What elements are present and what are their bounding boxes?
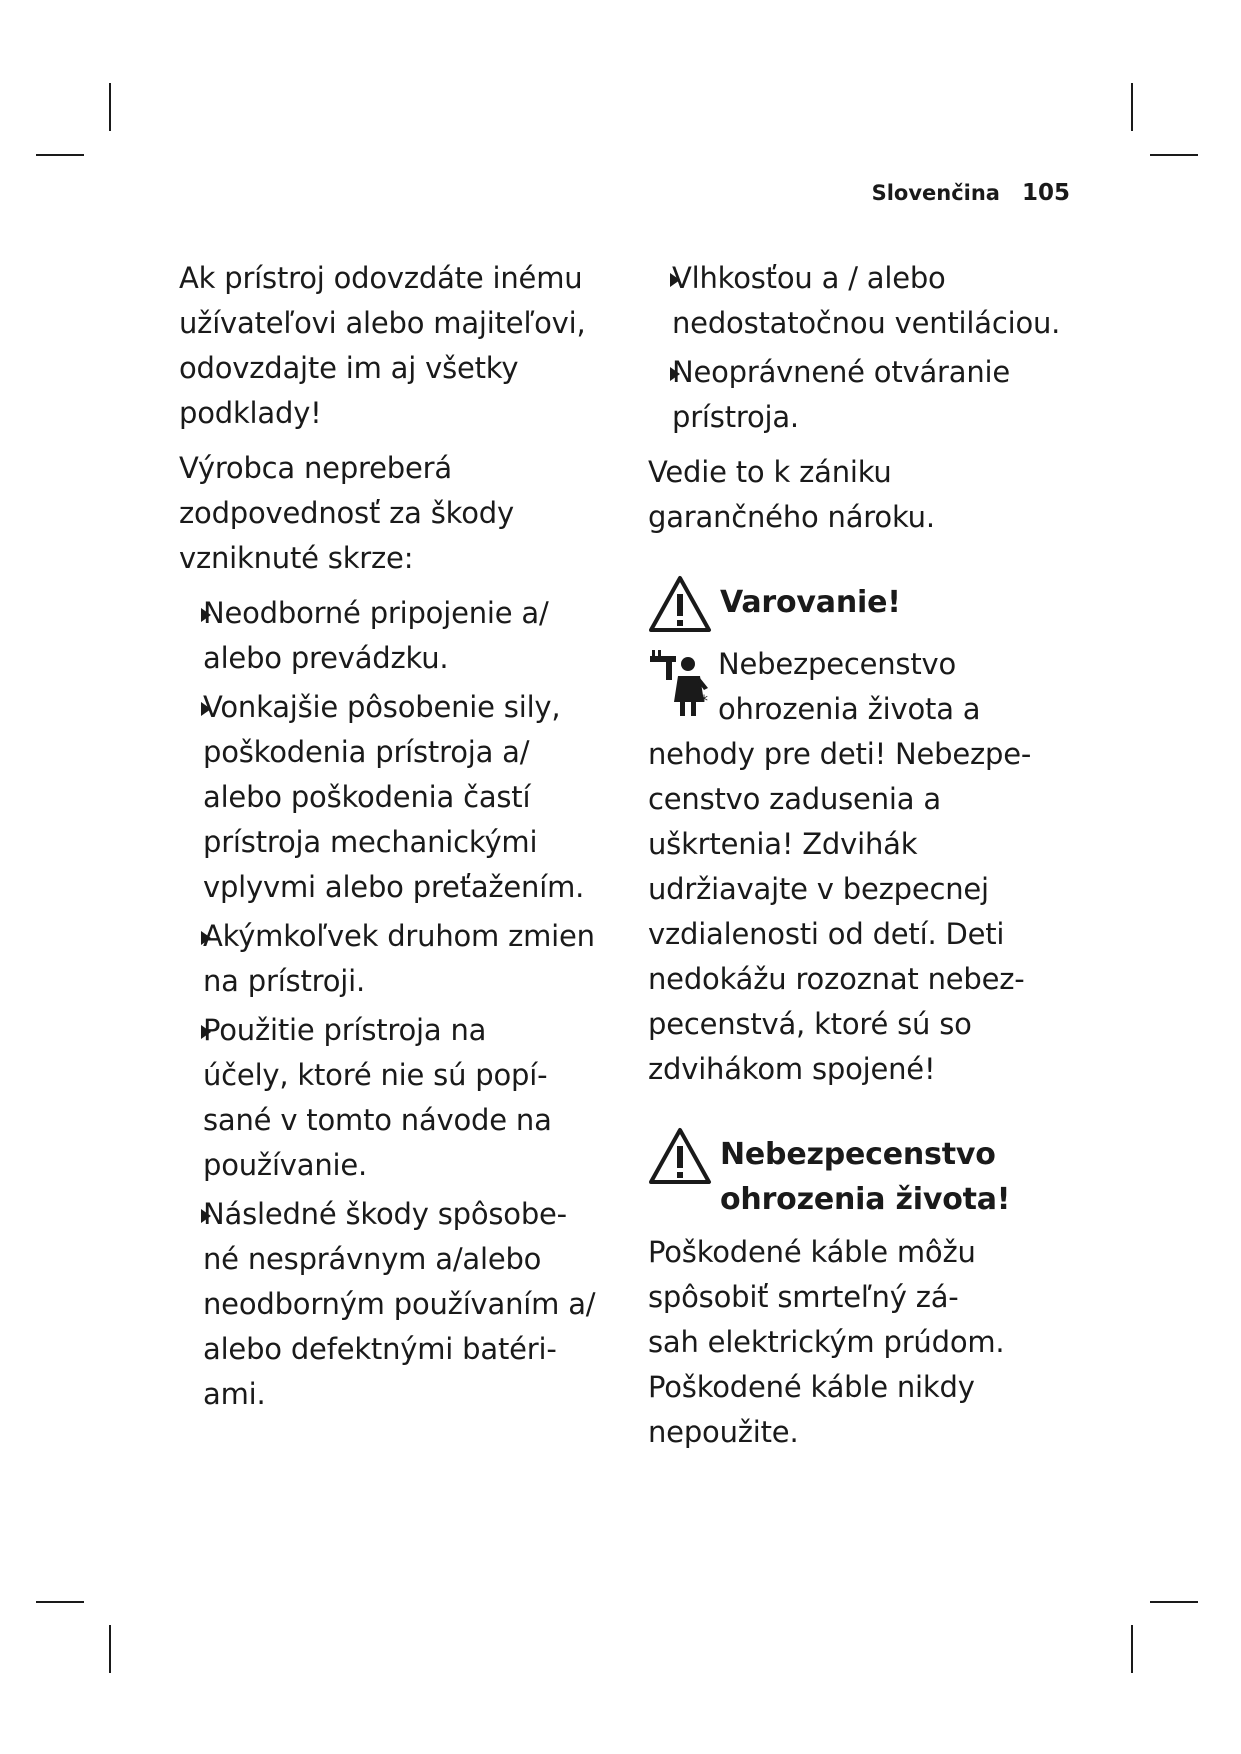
list-item: Vlhkosťou a / alebo nedostatočnou ventiláciou. [672,261,1061,340]
warning-triangle-icon [648,574,712,634]
warning-heading [648,574,1088,634]
bullet-arrow-icon [201,1025,211,1039]
bullet-arrow-icon [670,367,680,381]
liability-intro: Výrobca nepreberá zodpovednosť za škody vzniknuté skrze: [179,451,514,575]
danger-heading [648,1126,1088,1222]
cable-warning-text: Poškodené káble môžu spôsobiť smrteľný zá- sah elektrickým prúdom. Poškodené káble nikdy nepoužite. [648,1235,1005,1449]
warranty-note: Vedie to k zániku garančného nároku. [648,455,935,534]
list-item: Následné škody spôsobe- né nesprávnym a/alebo neodborným používaním a/ alebo defektnými batéri- ami. [203,1197,596,1411]
left-column [179,256,619,1421]
crop-mark [1131,83,1133,131]
liability-list-continued [648,256,1088,440]
danger-title: Nebezpecenstvo ohrozenia života! [720,1137,1011,1217]
svg-text:*: * [700,691,708,710]
page-header [871,180,1070,206]
warning-title: Varovanie! [720,585,901,620]
list-item: Vonkajšie pôsobenie sily, poškodenia prístroja a/ alebo poškodenia častí prístroja mechanickými vplyvmi alebo preťažením. [203,690,585,904]
handover-note: Ak prístroj odovzdáte inému užívateľovi alebo majiteľovi, odovzdajte im aj všetky podklady! [179,261,586,430]
list-item: Akýmkoľvek druhom zmien na prístroji. [203,919,595,998]
list-item: Neoprávnené otváranie prístroja. [672,355,1011,434]
language-label: Slovenčina [871,181,1000,205]
bullet-arrow-icon [201,608,211,622]
liability-list [179,591,619,1417]
crop-mark [109,1625,111,1673]
crop-mark [1131,1625,1133,1673]
bullet-arrow-icon [201,1209,211,1223]
crop-mark [1150,154,1198,156]
crop-mark [36,1601,84,1603]
crop-mark [109,83,111,131]
child-warning-text: * Nebezpecenstvo ohrozenia života a nehody pre deti! Nebezpe- censtvo zadusenia a uškrtenia! Zdvihák udržiavajte v bezpecnej vzdialenosti od detí. Deti nedokážu rozoznat nebez- pecenstvá, ktoré sú so zdvihákom spojené! [648,647,1032,1086]
bullet-arrow-icon [201,931,211,945]
child-hazard-icon [648,648,710,724]
list-item: Použitie prístroja na účely, ktoré nie sú popí- sané v tomto návode na používanie. [203,1013,552,1182]
crop-mark [36,154,84,156]
right-column [648,256,1088,1465]
bullet-arrow-icon [670,273,680,287]
page-number: 105 [1021,180,1070,206]
crop-mark [1150,1601,1198,1603]
list-item: Neodborné pripojenie a/ alebo prevádzku. [203,596,549,675]
bullet-arrow-icon [201,702,211,716]
warning-triangle-icon [648,1126,712,1186]
